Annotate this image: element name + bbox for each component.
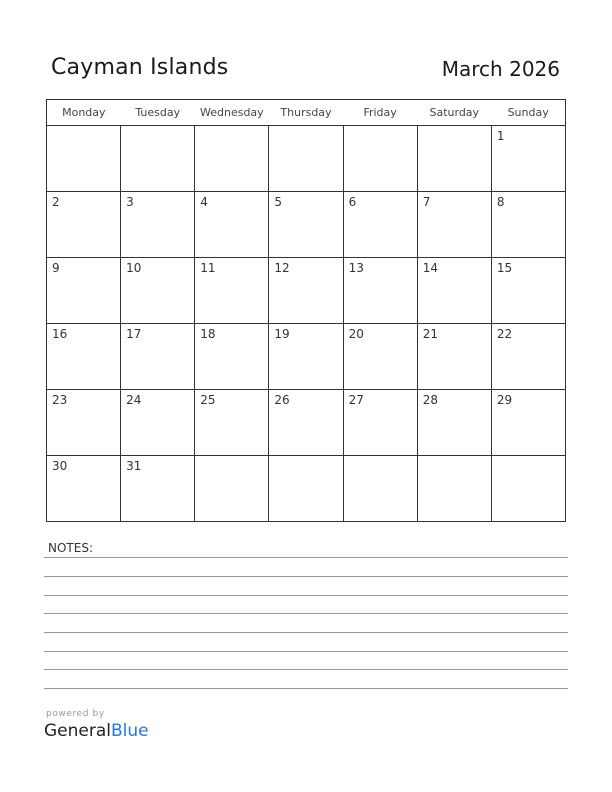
day-cell (343, 456, 417, 522)
day-cell (47, 324, 121, 390)
day-cell (121, 192, 195, 258)
week-row (47, 456, 566, 522)
week-row (47, 390, 566, 456)
day-number: 19 (274, 327, 290, 341)
day-number (269, 456, 342, 459)
day-cell (491, 456, 565, 522)
weekday-label: Tuesday (121, 100, 195, 126)
day-cell (121, 456, 195, 522)
day-cell (47, 126, 121, 192)
day-cell (343, 390, 417, 456)
month-title: March 2026 (441, 57, 560, 81)
day-cell (121, 324, 195, 390)
day-number: 30 (52, 459, 68, 473)
day-cell (343, 126, 417, 192)
notes-label: NOTES: (48, 541, 93, 555)
day-number: 31 (126, 459, 142, 473)
weekday-label: Sunday (491, 100, 565, 126)
note-line (44, 651, 568, 652)
day-number: 20 (348, 327, 364, 341)
day-number (344, 456, 417, 459)
day-number: 21 (422, 327, 438, 341)
day-cell (491, 258, 565, 324)
day-number: 27 (348, 393, 364, 407)
day-number: 8 (496, 195, 505, 209)
day-number: 18 (200, 327, 216, 341)
note-line (44, 688, 568, 689)
day-cell (417, 126, 491, 192)
week-row (47, 192, 566, 258)
day-cell (417, 456, 491, 522)
day-cell (195, 126, 269, 192)
day-number: 1 (496, 129, 505, 143)
day-cell (269, 192, 343, 258)
powered-by-text: powered by (46, 709, 105, 719)
day-number: 4 (200, 195, 208, 209)
brand-general-text: General (44, 721, 111, 741)
weekday-label: Friday (343, 100, 417, 126)
day-number (269, 126, 342, 129)
day-number: 2 (52, 195, 60, 209)
day-number: 29 (496, 393, 513, 407)
day-number: 22 (496, 327, 513, 341)
week-row (47, 126, 566, 192)
day-cell (195, 456, 269, 522)
day-number: 10 (126, 261, 142, 275)
day-number: 28 (422, 393, 438, 407)
day-number: 15 (496, 261, 513, 275)
day-number: 25 (200, 393, 216, 407)
day-cell (195, 192, 269, 258)
day-number (418, 126, 491, 129)
day-number: 23 (52, 393, 68, 407)
day-number: 14 (422, 261, 438, 275)
day-cell (47, 390, 121, 456)
week-row (47, 258, 566, 324)
day-cell (121, 258, 195, 324)
day-number: 12 (274, 261, 290, 275)
week-row (47, 324, 566, 390)
day-number: 6 (348, 195, 357, 209)
day-number: 11 (200, 261, 216, 275)
day-cell (417, 258, 491, 324)
note-line (44, 632, 568, 633)
country-title: Cayman Islands (51, 55, 229, 80)
day-number: 7 (422, 195, 431, 209)
day-cell (269, 324, 343, 390)
day-number (195, 126, 268, 129)
day-cell (343, 192, 417, 258)
day-number (121, 126, 194, 129)
calendar-grid (46, 99, 566, 522)
day-number: 5 (274, 195, 283, 209)
day-cell (491, 192, 565, 258)
note-line (44, 669, 568, 670)
day-cell (417, 324, 491, 390)
day-cell (121, 390, 195, 456)
day-cell (491, 390, 565, 456)
day-cell (417, 390, 491, 456)
weekday-label: Wednesday (195, 100, 269, 126)
day-cell (491, 324, 565, 390)
day-number (492, 456, 565, 459)
weekday-label: Monday (47, 100, 121, 126)
note-line (44, 576, 568, 577)
day-cell (269, 126, 343, 192)
day-cell (195, 390, 269, 456)
note-line (44, 613, 568, 614)
day-cell (343, 258, 417, 324)
day-cell (491, 126, 565, 192)
day-number: 3 (126, 195, 134, 209)
day-number (47, 126, 120, 129)
weekday-header-row (47, 100, 566, 126)
day-cell (47, 192, 121, 258)
day-cell (121, 126, 195, 192)
day-number: 13 (348, 261, 364, 275)
note-line (44, 595, 568, 596)
weekday-label: Thursday (269, 100, 343, 126)
day-cell (47, 258, 121, 324)
day-cell (269, 456, 343, 522)
day-number (344, 126, 417, 129)
generalblue-logo[interactable] (44, 721, 149, 741)
day-cell (417, 192, 491, 258)
day-number: 16 (52, 327, 68, 341)
day-cell (47, 456, 121, 522)
day-number (418, 456, 491, 459)
day-number: 9 (52, 261, 60, 275)
day-cell (195, 258, 269, 324)
weekday-label: Saturday (417, 100, 491, 126)
note-line (44, 557, 568, 558)
day-cell (269, 390, 343, 456)
day-cell (343, 324, 417, 390)
day-cell (269, 258, 343, 324)
brand-blue-text: Blue (111, 721, 149, 741)
day-number (195, 456, 268, 459)
day-number: 17 (126, 327, 142, 341)
day-number: 26 (274, 393, 290, 407)
day-cell (195, 324, 269, 390)
day-number: 24 (126, 393, 142, 407)
